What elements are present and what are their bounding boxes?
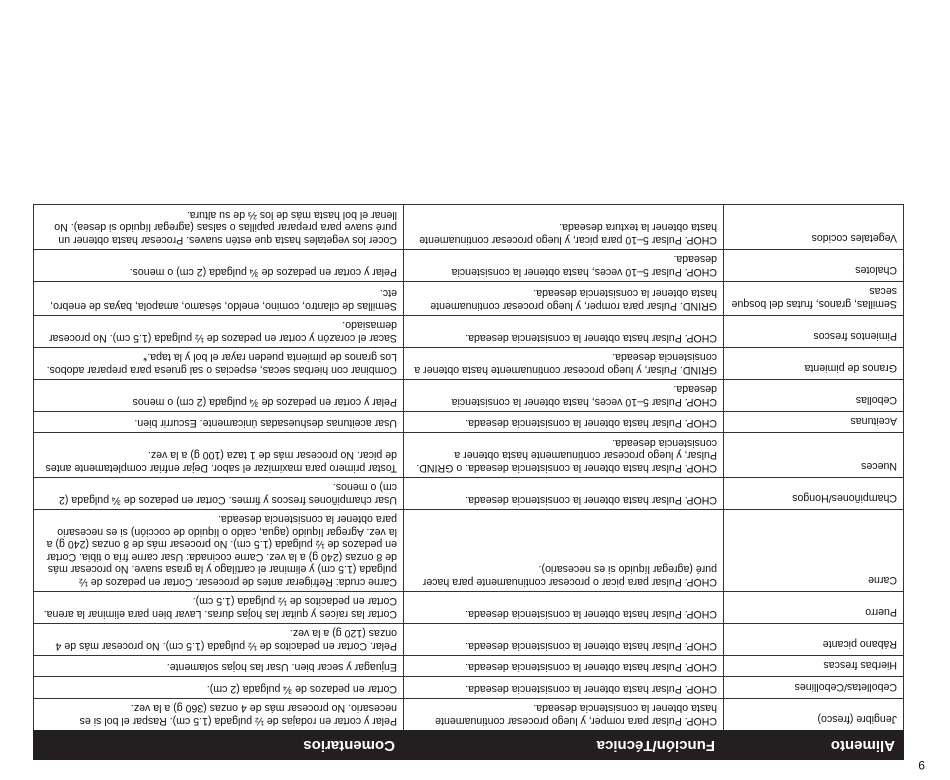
technique-cell: CHOP. Pulsar 5–10 veces, hasta obtener la consistencia deseada. [404, 380, 724, 412]
comments-cell: Sacar el corazón y cortar en pedazos de ½ pulgada (1.5 cm). No procesar demasiado. [34, 316, 404, 348]
table-row [34, 282, 904, 316]
table-row [34, 656, 904, 678]
table-row [34, 433, 904, 478]
table-row [34, 380, 904, 412]
table-row [34, 250, 904, 282]
header-technique: Función/Técnica [404, 731, 724, 760]
technique-cell: CHOP. Pulsar para romper, y luego procesar continuamente hasta obtener la consistencia deseada. [404, 699, 724, 731]
comments-cell: Semillas de cilantro, comino, eneldo, sésamo, amapola, bayas de enebro, etc. [34, 282, 404, 316]
comments-cell: Pelar y cortar en rodajas de ½ pulgada (1.5 cm). Raspar el bol si es necesario. No procesar más de 4 onzas (360 g) a la vez. [34, 699, 404, 731]
food-cell: Granos de pimienta [724, 348, 904, 380]
technique-cell: CHOP. Pulsar hasta obtener la consistencia deseada. [404, 592, 724, 624]
food-cell: Nueces [724, 433, 904, 478]
food-cell: Semillas, granos, frutas del bosque secas [724, 282, 904, 316]
food-cell: Pimientos frescos [724, 316, 904, 348]
table-row [34, 699, 904, 731]
table-row [34, 592, 904, 624]
table-row [34, 412, 904, 434]
food-cell: Chalotes [724, 250, 904, 282]
comments-cell: Pelar. Cortar en pedacitos de ½ pulgada (1.5 cm). No procesar más de 4 onzas (120 g) a la vez. [34, 624, 404, 656]
technique-cell: CHOP. Pulsar 5–10 para picar, y luego procesar continuamente hasta obtener la textura deseada. [404, 205, 724, 250]
food-cell: Carne [724, 510, 904, 592]
food-cell: Aceitunas [724, 412, 904, 434]
comments-cell: Carne cruda: Refrigerar antes de procesar. Cortar en pedazos de ½ pulgada (1.5 cm) y eliminar el cartílago y la grasa suave. No procesar más de 8 onzas (240 g) a la vez. Carne cocinada: Usar carne fría o tibia. Cortar en pedazos de ½ pulgada (1.5 cm). No procesar más de 8 onzas (240 g) a la vez. Agregar líquido (agua, caldo o líquido de cocción) si es necesario para obtener la consistencia deseada. [34, 510, 404, 592]
technique-cell: CHOP. Pulsar hasta obtener la consistencia deseada. [404, 677, 724, 699]
table-row [34, 510, 904, 592]
comments-cell: Usar aceitunas deshuesadas únicamente. Escurrir bien. [34, 412, 404, 434]
table-row [34, 316, 904, 348]
comments-cell: Tostar primero para maximizar el sabor. Dejar enfriar completamente antes de picar. No procesar más de 1 taza (100 g) a la vez. [34, 433, 404, 478]
technique-cell: CHOP. Pulsar para picar o procesar continuamente para hacer puré (agregar líquido si es necesario). [404, 510, 724, 592]
food-cell: Vegetales cocidos [724, 205, 904, 250]
technique-cell: GRIND. Pulsar, y luego procesar continuamente hasta obtener a consistencia deseada. [404, 348, 724, 380]
comments-cell: Pelar y cortar en pedazos de ¾ pulgada (2 cm) o menos [34, 380, 404, 412]
table-row [34, 205, 904, 250]
comments-cell: Usar champiñones frescos y firmes. Cortar en pedazos de ¾ pulgada (2 cm) o menos. [34, 478, 404, 510]
table-row [34, 478, 904, 510]
technique-cell: CHOP. Pulsar hasta obtener la consistencia deseada. [404, 412, 724, 434]
table-row [34, 624, 904, 656]
food-cell: Jengibre (fresco) [724, 699, 904, 731]
technique-cell: CHOP. Pulsar hasta obtener la consistencia deseada. [404, 624, 724, 656]
technique-cell: GRIND. Pulsar para romper, y luego procesar continuamente hasta obtener la consistencia deseada. [404, 282, 724, 316]
technique-cell: CHOP. Pulsar hasta obtener la consistencia deseada. [404, 316, 724, 348]
comments-cell: Cortar en pedazos de ¾ pulgada (2 cm). [34, 677, 404, 699]
comments-cell: Cocer los vegetales hasta que estén suaves. Procesar hasta obtener un puré suave para preparar papillas o salsas (agregar líquido si desea). No llenar el bol hasta más de los ⅔ de su altura. [34, 205, 404, 250]
food-cell: Hierbas frescas [724, 656, 904, 678]
header-comments: Comentarios [34, 731, 404, 760]
header-food: Alimento [724, 731, 904, 760]
technique-cell: CHOP. Pulsar hasta obtener la consistencia deseada. [404, 656, 724, 678]
comments-cell: Pelar y cortar en pedazos de ¾ pulgada (2 cm) o menos. [34, 250, 404, 282]
page-number: 9 [918, 758, 925, 772]
food-cell: Champiñones/Hongos [724, 478, 904, 510]
food-cell: Rábano picante [724, 624, 904, 656]
comments-cell: Combinar con hierbas secas, especias o sal gruesa para preparar adobos. Los granos de pimienta pueden rayar el bol y la tapa.* [34, 348, 404, 380]
food-cell: Puerro [724, 592, 904, 624]
food-cell: Cebolletas/Cebollines [724, 677, 904, 699]
technique-cell: CHOP. Pulsar 5–10 veces, hasta obtener la consistencia deseada. [404, 250, 724, 282]
technique-cell: CHOP. Pulsar hasta obtener la consistencia deseada. [404, 478, 724, 510]
comments-cell: Cortar las raíces y quitar las hojas duras. Lavar bien para eliminar la arena. Cortar en pedacitos de ½ pulgada (1.5 cm). [34, 592, 404, 624]
table-row [34, 348, 904, 380]
food-processing-table [33, 205, 904, 761]
table-row [34, 677, 904, 699]
technique-cell: CHOP. Pulsar hasta obtener la consistencia deseada. o GRIND. Pulsar, y luego procesar continuamente hasta obtener a consistencia deseada. [404, 433, 724, 478]
food-cell: Cebollas [724, 380, 904, 412]
comments-cell: Enjuagar y secar bien. Usar las hojas solamente. [34, 656, 404, 678]
table-header-row [34, 731, 904, 760]
